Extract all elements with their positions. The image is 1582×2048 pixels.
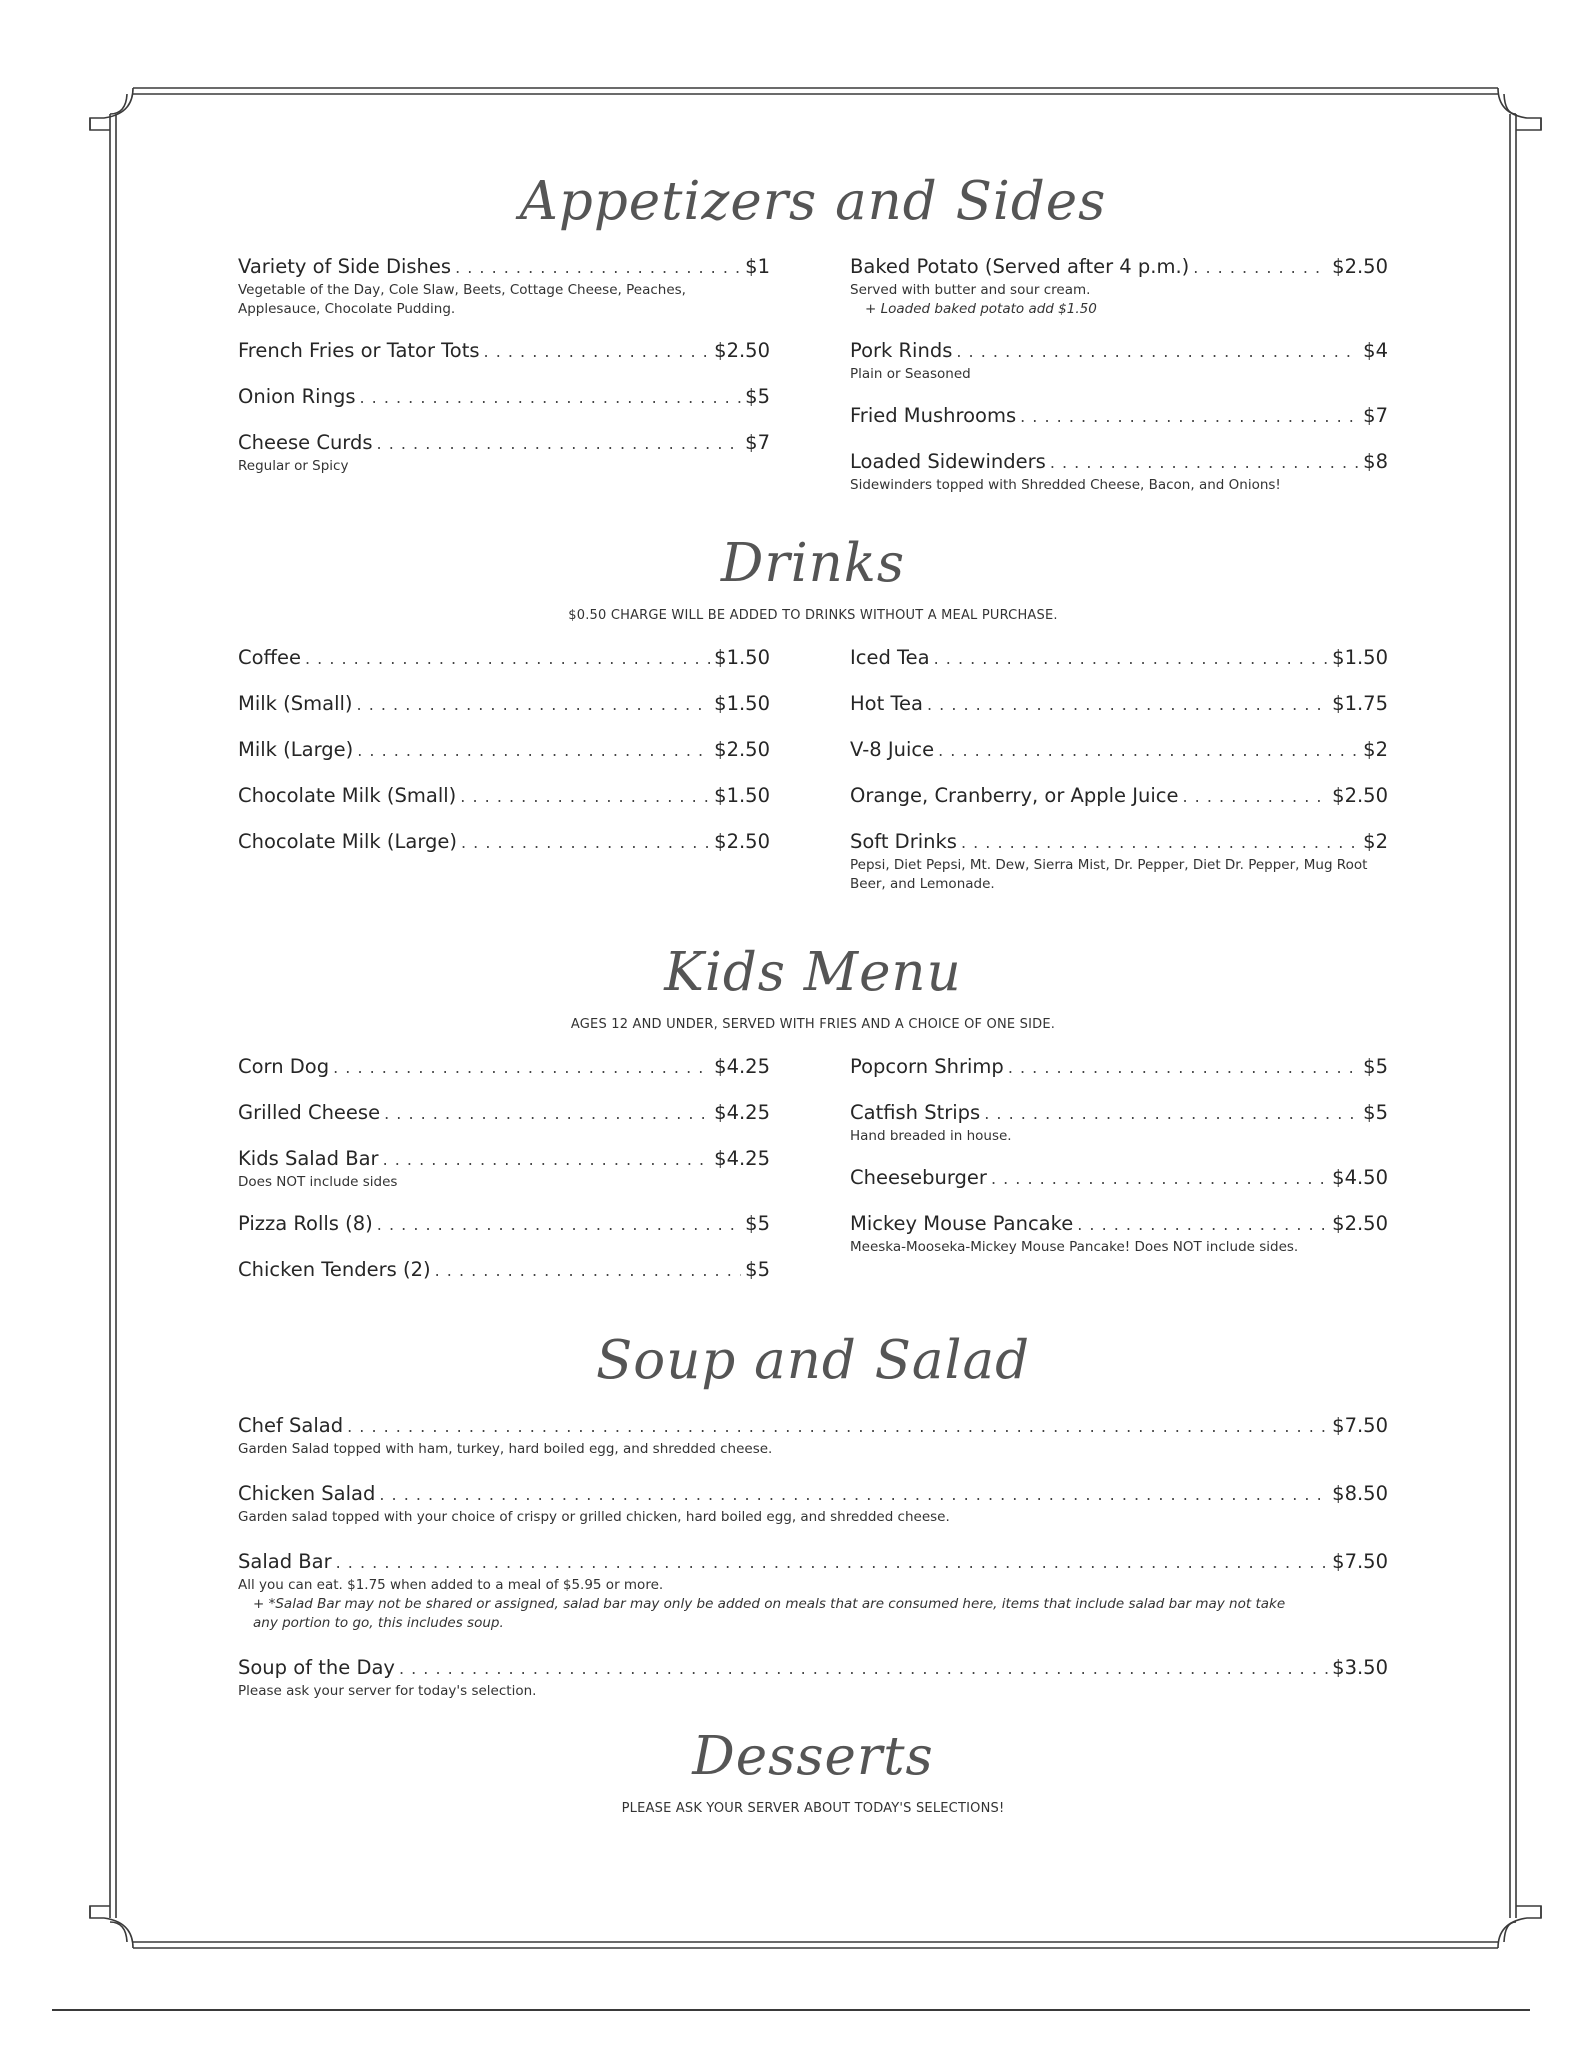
item-name: Catfish Strips (850, 1101, 981, 1124)
item-price: $1.50 (714, 784, 770, 807)
section-note: $0.50 CHARGE WILL BE ADDED TO DRINKS WITHOUT A MEAL PURCHASE. (568, 608, 1058, 623)
menu-item (238, 384, 770, 411)
item-price: $1.50 (714, 692, 770, 715)
menu-item (238, 1257, 770, 1284)
item-name: Popcorn Shrimp (850, 1055, 1004, 1078)
item-name: Variety of Side Dishes (238, 255, 452, 278)
item-name: Soft Drinks (850, 830, 957, 853)
section-title: Soup and Salad (595, 1330, 1030, 1391)
item-description: Please ask your server for today's selection. (238, 1683, 537, 1699)
item-note: + *Salad Bar may not be shared or assigned, salad bar may only be added on meals that are consumed here, items that include salad bar may not take any portion to go, this includes soup. (253, 1596, 1286, 1631)
item-price: $1.50 (1332, 646, 1388, 669)
item-description: Garden Salad topped with ham, turkey, hard boiled egg, and shredded cheese. (238, 1441, 773, 1457)
item-name: Pizza Rolls (8) (238, 1212, 373, 1235)
item-name: Chicken Salad (238, 1482, 376, 1505)
item-description: Regular or Spicy (238, 458, 349, 474)
menu-item (850, 645, 1388, 672)
item-name: Salad Bar (238, 1550, 332, 1573)
item-name: Iced Tea (850, 646, 930, 669)
item-price: $7 (1363, 404, 1388, 427)
item-name: Chocolate Milk (Large) (238, 830, 457, 853)
item-price: $2.50 (1332, 784, 1388, 807)
menu-item (850, 783, 1388, 810)
item-name: Corn Dog (238, 1055, 330, 1078)
menu-item (850, 254, 1388, 319)
item-price: $5 (745, 385, 770, 408)
menu-item (850, 403, 1388, 430)
item-price: $5 (745, 1258, 770, 1281)
menu-item (238, 338, 770, 365)
item-price: $2 (1363, 738, 1388, 761)
item-name: Cheese Curds (238, 431, 373, 454)
item-description: Sidewinders topped with Shredded Cheese, Bacon, and Onions! (850, 477, 1281, 493)
menu-item (238, 691, 770, 718)
item-name: Hot Tea (850, 692, 923, 715)
item-note: + Loaded baked potato add $1.50 (865, 301, 1097, 317)
section-kids-menu (238, 943, 1388, 1303)
item-name: Chocolate Milk (Small) (238, 784, 457, 807)
item-name: Fried Mushrooms (850, 404, 1017, 427)
item-price: $2 (1363, 830, 1388, 853)
item-name: V-8 Juice (850, 738, 935, 761)
item-price: $2.50 (1332, 255, 1388, 278)
section-drinks (238, 534, 1388, 913)
menu-item (238, 1549, 1388, 1633)
item-name: Soup of the Day (238, 1656, 395, 1679)
section-desserts (238, 1727, 1388, 1816)
item-description: Pepsi, Diet Pepsi, Mt. Dew, Sierra Mist, Dr. Pepper, Diet Dr. Pepper, Mug Root Beer, and Lemonade. (850, 857, 1368, 892)
item-name: Kids Salad Bar (238, 1147, 379, 1170)
menu-item (850, 1165, 1388, 1192)
item-price: $4.25 (714, 1147, 770, 1170)
menu-item (850, 691, 1388, 718)
menu-item (850, 338, 1388, 384)
item-name: Grilled Cheese (238, 1101, 381, 1124)
section-note: PLEASE ASK YOUR SERVER ABOUT TODAY'S SELECTIONS! (621, 1801, 1005, 1816)
menu-item (238, 1146, 770, 1192)
item-price: $4.25 (714, 1101, 770, 1124)
item-price: $5 (745, 1212, 770, 1235)
item-price: $2.50 (714, 339, 770, 362)
item-name: Mickey Mouse Pancake (850, 1212, 1074, 1235)
item-name: Milk (Large) (238, 738, 354, 761)
item-price: $8 (1363, 450, 1388, 473)
menu-item (238, 783, 770, 810)
menu-item (238, 1100, 770, 1127)
item-description: All you can eat. $1.75 when added to a meal of $5.95 or more. (238, 1577, 664, 1593)
menu-item (850, 1100, 1388, 1146)
item-price: $1 (745, 255, 770, 278)
item-name: Onion Rings (238, 385, 356, 408)
item-name: Milk (Small) (238, 692, 353, 715)
menu-item (238, 1655, 1388, 1701)
item-price: $4.50 (1332, 1166, 1388, 1189)
item-description: Vegetable of the Day, Cole Slaw, Beets, Cottage Cheese, Peaches, Applesauce, Chocolate Pudding. (238, 282, 686, 317)
menu-item (238, 254, 770, 319)
section-title: Drinks (720, 533, 906, 594)
menu-item (850, 829, 1388, 894)
menu-item (850, 1054, 1388, 1081)
item-name: Orange, Cranberry, or Apple Juice (850, 784, 1179, 807)
menu-item (238, 737, 770, 764)
item-name: Chicken Tenders (2) (238, 1258, 431, 1281)
item-price: $4 (1363, 339, 1388, 362)
item-description: Meeska-Mooseka-Mickey Mouse Pancake! Does NOT include sides. (850, 1239, 1299, 1255)
item-name: Pork Rinds (850, 339, 953, 362)
item-price: $1.50 (714, 646, 770, 669)
item-price: $7.50 (1332, 1550, 1388, 1573)
item-name: Cheeseburger (850, 1166, 987, 1189)
item-name: Loaded Sidewinders (850, 450, 1046, 473)
menu-item (850, 449, 1388, 495)
item-price: $2.50 (714, 830, 770, 853)
item-price: $2.50 (714, 738, 770, 761)
menu-item (238, 1211, 770, 1238)
menu-item (238, 430, 770, 476)
menu-item (238, 1054, 770, 1081)
item-name: Baked Potato (Served after 4 p.m.) (850, 255, 1190, 278)
menu-item (238, 645, 770, 672)
item-price: $4.25 (714, 1055, 770, 1078)
item-description: Served with butter and sour cream. (850, 282, 1091, 298)
section-note: AGES 12 AND UNDER, SERVED WITH FRIES AND A CHOICE OF ONE SIDE. (570, 1017, 1056, 1032)
menu-item (238, 1413, 1388, 1459)
menu-item (238, 829, 770, 856)
item-description: Does NOT include sides (238, 1174, 398, 1190)
section-title: Desserts (692, 1726, 934, 1787)
item-description: Garden salad topped with your choice of crispy or grilled chicken, hard boiled egg, and shredded cheese. (238, 1509, 950, 1525)
item-price: $3.50 (1332, 1656, 1388, 1679)
section-title: Kids Menu (664, 942, 962, 1003)
item-name: Coffee (238, 646, 301, 669)
item-name: French Fries or Tator Tots (238, 339, 480, 362)
item-price: $5 (1363, 1055, 1388, 1078)
item-price: $7 (745, 431, 770, 454)
menu-item (238, 1481, 1388, 1527)
section-soup-and-salad (238, 1331, 1388, 1701)
item-name: Chef Salad (238, 1414, 344, 1437)
section-title: Appetizers and Sides (519, 171, 1107, 232)
item-price: $7.50 (1332, 1414, 1388, 1437)
item-description: Hand breaded in house. (850, 1128, 1012, 1144)
menu-item (850, 737, 1388, 764)
item-price: $5 (1363, 1101, 1388, 1124)
item-price: $8.50 (1332, 1482, 1388, 1505)
section-appetizers-and-sides (238, 172, 1388, 514)
item-price: $2.50 (1332, 1212, 1388, 1235)
item-description: Plain or Seasoned (850, 366, 971, 382)
menu-item (850, 1211, 1388, 1257)
item-price: $1.75 (1332, 692, 1388, 715)
